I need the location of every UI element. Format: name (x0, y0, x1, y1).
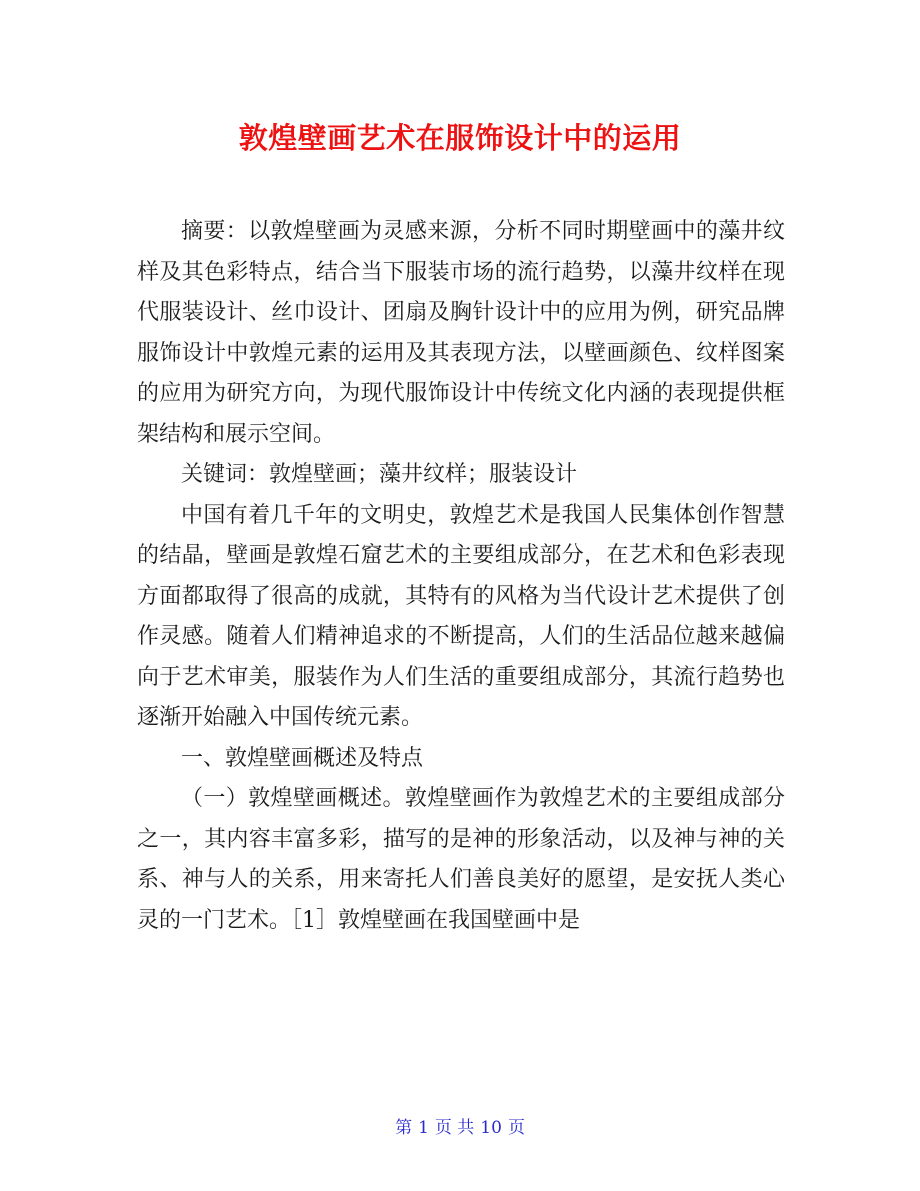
intro-paragraph: 中国有着几千年的文明史，敦煌艺术是我国人民集体创作智慧的结晶，壁画是敦煌石窟艺术的主要组成部分，在艺术和色彩表现方面都取得了很高的成就，其特有的风格为当代设计艺术提供了创作灵感。随着人们精神追求的不断提高，人们的生活品位越来越偏向于艺术审美，服装作为人们生活的重要组成部分，其流行趋势也逐渐开始融入中国传统元素。 (137, 502, 785, 730)
footer-total-pages: 10 (480, 1118, 502, 1138)
footer-suffix: 页 (507, 1118, 525, 1138)
footer-prefix: 第 (395, 1118, 413, 1138)
abstract-paragraph: 摘要：以敦煌壁画为灵感来源，分析不同时期壁画中的藻井纹样及其色彩特点，结合当下服装市场的流行趋势，以藻井纹样在现代服装设计、丝巾设计、团扇及胸针设计中的应用为例，研究品牌服饰设计中敦煌元素的运用及其表现方法，以壁画颜色、纹样图案的应用为研究方向，为现代服饰设计中传统文化内涵的表现提供框架结构和展示空间。 (137, 219, 785, 447)
document-body (137, 212, 785, 941)
page-footer (0, 1113, 920, 1138)
footer-current-page: 1 (418, 1118, 429, 1138)
footer-middle: 页 共 (434, 1118, 475, 1138)
document-title: 敦煌壁画艺术在服饰设计中的运用 (238, 121, 682, 155)
section-heading: 一、敦煌壁画概述及特点 (181, 745, 424, 771)
subsection-paragraph: （一）敦煌壁画概述。敦煌壁画作为敦煌艺术的主要组成部分之一，其内容丰富多彩，描写的是神的形象活动，以及神与神的关系、神与人的关系，用来寄托人们善良美好的愿望，是安抚人类心灵的一门艺术。［1］敦煌壁画在我国壁画中是 (137, 786, 785, 933)
keywords-paragraph: 关键词：敦煌壁画；藻井纹样；服装设计 (181, 462, 578, 487)
